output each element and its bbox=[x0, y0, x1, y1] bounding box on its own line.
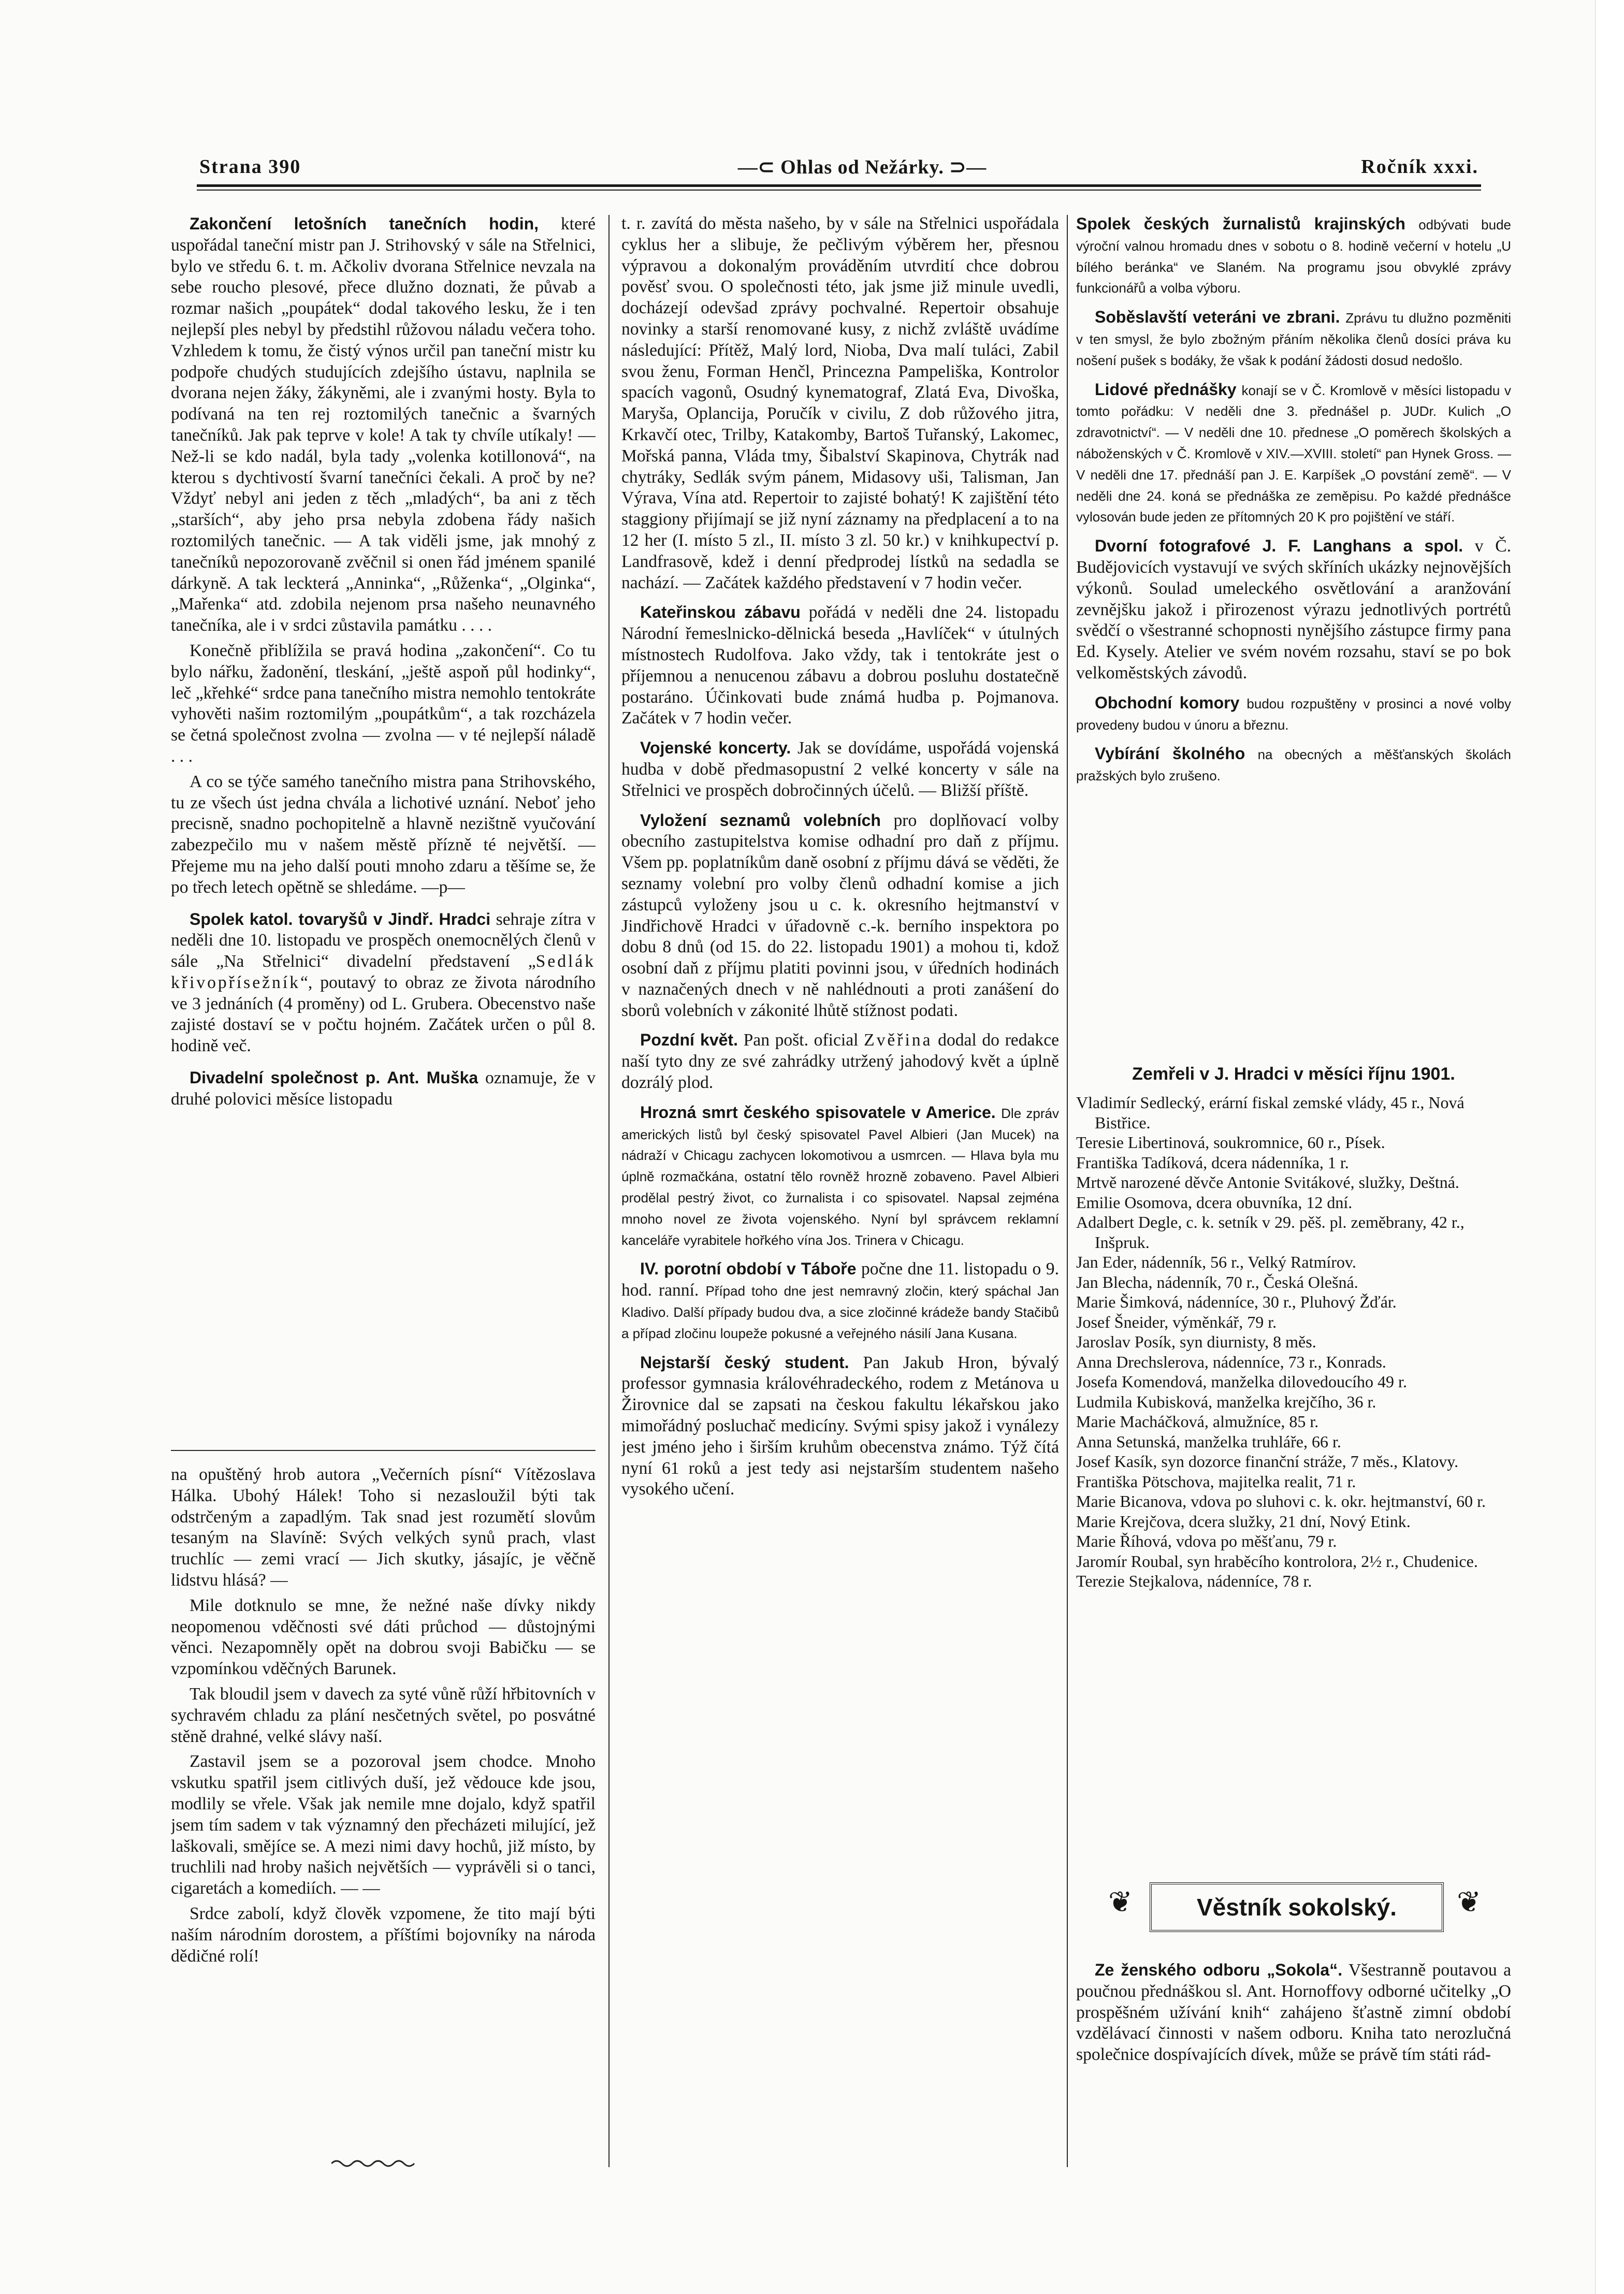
article-heading: Kateřinskou zábavu bbox=[640, 603, 801, 622]
article-text: v Č. Budějovicích vystavují ve svých skříních ukázky nejnovějších výkonů. Soulad umeleckého osvětlování a aranžování zevnějšku jakož i přirozenost výrazu jednotlivých portrétů svědčí o všestranné schopnosti nynějšího zástupce firmy pana Ed. Kysely. Atelier ve svém novém rozsahu, staví se po bok velkoměstských závodů. bbox=[1076, 536, 1511, 683]
obituary-entry: Jan Blecha, nádenník, 70 r., Česká Olešná. bbox=[1076, 1272, 1358, 1291]
obituary-entry: Marie Krejčova, dcera služky, 21 dní, Nový Etink. bbox=[1076, 1512, 1411, 1531]
article-text: Zastavil jsem se a pozoroval jsem chodce. Mnoho vskutku spatřil jsem citlivých duší, jež vědouce kde jsou, modlily se vřele. Však jak nemile mne dojalo, když spatřil jsem tím sadem v tak významný den přecházeti milující, jež laškovali, smějíce se. A mezi nimi davy hochů, již místo, by truchlili nad hroby našich největších — vyprávěli si o tanci, cigaretách a komediích. — — bbox=[171, 1752, 596, 1898]
article-text: Zprávu tu dlužno pozměniti v ten smysl, že bylo zbožným přáním několika členů dosíci práva ku nošení pušek s bodáky, že však k podání žádosti dosud nedošlo. bbox=[1076, 310, 1511, 368]
article-text: Pan Jakub Hron, bývalý professor gymnasia královéhradeckého, rodem z Metánova u Žirovnice dal se zapsati na českou fakultu lékařskou jako mimořádný posluchač medicíny. Svými spisy jakož i vynálezy jest jméno jeho i širším kruhům obecenstva známo. Týž čítá nyní 61 roků a jest tedy asi nejstarším studentem našeho vysokého učení. bbox=[621, 1353, 1059, 1499]
article-heading: Divadelní společnost p. Ant. Muška bbox=[190, 1068, 479, 1087]
wavy-end-mark bbox=[331, 2158, 419, 2169]
obituary-entry: Marie Šimková, nádenníce, 30 r., Pluhový Žďár. bbox=[1076, 1293, 1397, 1311]
obituary-entry: Františka Tadíková, dcera nádenníka, 1 r. bbox=[1076, 1153, 1349, 1172]
section-separator bbox=[171, 1450, 596, 1451]
header-rule-top bbox=[197, 184, 1481, 187]
article-text: Pan pošt. oficial bbox=[743, 1030, 864, 1050]
obituary-entry: Anna Setunská, manželka truhláře, 66 r. bbox=[1076, 1432, 1341, 1451]
volume-number: Ročník xxxi. bbox=[1361, 156, 1478, 178]
obituary-entry: Anna Drechslerova, nádenníce, 73 r., Konrads. bbox=[1076, 1352, 1386, 1371]
page-edge bbox=[1595, 0, 1624, 2294]
obituary-entry: Terezie Stejkalova, nádenníce, 78 r. bbox=[1076, 1572, 1312, 1590]
obituary-entry: Marie Říhová, vdova po měšťanu, 79 r. bbox=[1076, 1532, 1337, 1550]
article-text: pořádá v neděli dne 24. listopadu Národní řemeslnicko-dělnická beseda „Havlíček“ v útulných místnostech Rudolfova. Jako vždy, tak i tentokráte jest o příjemnou a nenucenou zábavu a dobrou posluhu dostatečně postaráno. Účinkovati bude známá hudba p. Pojmanova. Začátek v 7 hodin večer. bbox=[621, 603, 1059, 728]
article-text: Dle zpráv amerických listů byl český spisovatel Pavel Albieri (Jan Mucek) na nádraží v Chicagu zachycen lokomotivou a usmrcen. — Hlava byla mu úplně rozmačkána, ostatní tělo rovněž hrozně zobaveno. Pavel Albieri prodělal pestrý život, co žurnalista i co spisovatel. Napsal zejména mnoho novel ze života vojenského. Nyní byl správcem reklamní kanceláře vyrabitele hořkého vína Jos. Trinera v Chicagu. bbox=[621, 1105, 1059, 1248]
obituary-entry: Emilie Osomova, dcera obuvníka, 12 dní. bbox=[1076, 1193, 1353, 1212]
obituary-entry: Josef Šneider, výměnkář, 79 r. bbox=[1076, 1312, 1277, 1331]
article-text: které uspořádal taneční mistr pan J. Strihovský v sále na Střelnici, bylo ve středu 6. t. m. Ačkoliv dvorana Střelnice nevzala na sebe roucho plesové, přece dlužno doznati, že půvab a rozmar našich „poupátek“ dodal takového lesku, že i ten nejlepší ples nebyl by předstihl růžovou náladu večera toho. Vzhledem k tomu, že čistý výnos určil pan taneční mistr ku podpoře chudých studujících zdejšího ústavu, naplnila se dvorana nejen žáky, žákyněmi, ale i zvanými hosty. Byla to podívaná na ten rej roztomilých tanečnic a švarných tanečníků. Jak pak teprve v kole! A tak ty chvíle utíkaly! — Než-li se kdo nadál, byla tady „volenka kotillonová“, na kterou s dychtivostí švarní tanečníci čekali. A proč by ne? Vždyť nebyl ani jeden z těch „mladých“, ba ani z těch „starších“, aby jeho prsa nebyla zdobena řády našich roztomilých tanečnic. — A tak viděli jsme, jak mnohý z tanečníků nepozorovaně zvěčnil si onen řád jménem spanilé dárkyně. A tak leckterá „Anninka“, „Růženka“, „Olginka“, „Mařenka“ atd. zdobila nejenom prsa našeho neunavného tanečníka, ale i v srdci zůstavila památku . . . . bbox=[171, 214, 596, 635]
article-heading: Vojenské koncerty. bbox=[640, 738, 791, 758]
obituary-entry: Vladimír Sedlecký, erární fiskal zemské vlády, 45 r., Nová Bistřice. bbox=[1076, 1093, 1465, 1132]
article-text: dodal do redakce naší tyto dny ze své zahrádky utržený jahodový květ a úplně dozrálý plod. bbox=[621, 1030, 1059, 1093]
article-heading: Obchodní komory bbox=[1095, 693, 1240, 712]
obituary-entry: Josef Kasík, syn dozorce finanční stráže, 7 měs., Klatovy. bbox=[1076, 1452, 1459, 1471]
sokol-bulletin-banner bbox=[1108, 1862, 1481, 1950]
article-text: sehraje zítra v neděli dne 10. listopadu ve prospěch onemocnělých členů v sále „Na Střelnici“ divadelní představení „ bbox=[171, 909, 596, 971]
obituary-list bbox=[1076, 1093, 1511, 1890]
obituary-entry: Ludmila Kubisková, manželka krejčího, 36 r. bbox=[1076, 1392, 1376, 1411]
article-text: pro doplňovací volby obecního zastupitelstva komise odhadní pro daň z příjmu. Všem pp. poplatníkům daně osobní z příjmu dává se věděti, že seznamy volební pro volby členů odhadní komise a jich zástupců vyloženy jsou u c. k. okresního hejtmanství v Jindřichově Hradci v úřadovně c.-k. berního inspektora po dobu 8 dnů (od 15. do 22. listopadu 1901) a mohou ti, kdož osobní daň z příjmu platiti povinni jsou, v úředních hodinách v naznačených dnech v ně nahlédnouti a proti zanášení do sborů volebních v zákonité lhůtě stížnost podati. bbox=[621, 810, 1059, 1020]
header-rule-bottom bbox=[197, 190, 1481, 191]
article-text: odbývati bude výroční valnou hromadu dnes v sobotu o 8. hodině večerní v hotelu „U bílého beránka“ ve Slaném. Na programu jsou obvyklé zprávy funkcionářů a volba výboru. bbox=[1076, 217, 1511, 296]
article-heading: Spolek českých žurnalistů krajinských bbox=[1076, 214, 1405, 233]
article-heading: Spolek katol. tovaryšů v Jindř. Hradci bbox=[190, 909, 491, 928]
obituary-entry: Františka Pötschova, majitelka realit, 71 r. bbox=[1076, 1472, 1356, 1491]
column-separator-1 bbox=[608, 215, 610, 2167]
column-2 bbox=[621, 213, 1059, 2160]
article-text: “, poutavý to obraz ze života národního ve 3 jednáních (4 proměny) od L. Grubera. Obecenstvo naše zajisté dostaví se v počtu hojném. Začátek určen o půl 8. hodině več. bbox=[171, 972, 596, 1056]
person-name: Zvěřina bbox=[864, 1030, 933, 1050]
article-heading: Zakončení letošních tanečních hodin, bbox=[190, 214, 539, 233]
article-heading: Dvorní fotografové J. F. Langhans a spol. bbox=[1095, 536, 1463, 556]
article-text: t. r. zavítá do města našeho, by v sále na Střelnici uspořádala cyklus her a slibuje, že pečlivým výběrem her, přesnou výpravou a dokonalým prováděním utvrdití chce dobrou pověsť svou. O společnosti této, jak jsme již minule uvedli, docházejí odevšad zprávy pochvalné. Repertoir obsahuje novinky a starší renomované kusy, z nichž zvláště uvádíme následující: Přítěž, Malý lord, Nioba, Dva malí tuláci, Zabil svou ženu, Forman Henčl, Princezna Pampeliška, Kontrolor spacích vagonů, Osudný kynematograf, Zlatá Eva, Divoška, Maryša, Oplancija, Poručík v civilu, Z dob růžového jitra, Krkavčí otec, Trilby, Katakomby, Bartoš Tuřanský, Lakomec, Mořská panna, Vláda tmy, Šibalství Skapinova, Chytrák nad chytráky, Sedlák svým pánem, Midasovy uši, Talisman, Jan Výrava, Vína atd. Repertoir to zajisté bohatý! K zajištění této staggiony přijímají se již nyní záznamy na předplacení a to na 12 her (I. místo 5 zl., II. místo 3 zl. 50 kr.) v knihkupectví p. Landfrasově, kdež i denní předprodej lístků na sedadla se nachází. — Začátek každého představení v 7 hodin večer. bbox=[621, 214, 1059, 592]
article-heading: IV. porotní období v Táboře bbox=[640, 1259, 857, 1279]
article-text: počne dne 11. listopadu o 9. hod. ranní. bbox=[621, 1259, 1059, 1300]
play-title: Sedlák křivopřísežník bbox=[171, 952, 596, 992]
column-1 bbox=[171, 213, 596, 1337]
sokol-bulletin-text bbox=[1076, 1959, 1511, 2167]
article-heading: Soběslavští veteráni ve zbrani. bbox=[1095, 308, 1340, 327]
page-number: Strana 390 bbox=[199, 156, 301, 178]
article-text: oznamuje, že v druhé polovici měsíce listopadu bbox=[171, 1068, 596, 1109]
column-separator-2 bbox=[1067, 215, 1068, 2167]
article-heading: Lidové přednášky bbox=[1095, 380, 1237, 399]
obituary-entry: Teresie Libertinová, soukromnice, 60 r., Písek. bbox=[1076, 1133, 1385, 1152]
obituary-entry: Marie Bicanova, vdova po sluhovi c. k. okr. hejtmanství, 60 r. bbox=[1076, 1492, 1486, 1511]
ornament-left-icon: ❦ bbox=[1108, 1885, 1133, 1919]
periodical-title: —⊂ Ohlas od Nežárky. ⊃— bbox=[737, 156, 987, 178]
article-text: na obecných a měšťanských školách pražských bylo zrušeno. bbox=[1076, 747, 1511, 784]
column-3 bbox=[1076, 213, 1511, 1063]
obituary-heading: Zemřeli v J. Hradci v měsíci říjnu 1901. bbox=[1132, 1064, 1455, 1084]
article-text: Srdce zabolí, když člověk vzpomene, že tito mají býti naším národním dorostem, a příštími bojovníky na národa dědičné rolí! bbox=[171, 1904, 596, 1966]
page-header bbox=[199, 155, 1478, 184]
article-text: Případ toho dne jest nemravný zločin, který spáchal Jan Kladivo. Další případy budou dva, a sice zločinné krádeže bandy Stačibů a případ zločinu loupeže pokusné a veřejného násilí Jana Kusana. bbox=[621, 1283, 1059, 1341]
obituary-entry: Jan Eder, nádenník, 56 r., Velký Ratmírov. bbox=[1076, 1253, 1356, 1271]
article-text: na opuštěný hrob autora „Večerních písní“ Vítězoslava Hálka. Ubohý Hálek! Toho si nezasloužil býti tak odstrčeným a zapadlým. Tak snad jest rozumětí slovům tesaným na Slavíně: Svých velkých synů prach, vlast truchlíc — zemi vrací — Jich skutky, jásajíc, je věčně lidstvu hlásá? — bbox=[171, 1465, 596, 1590]
article-heading: Ze ženského odboru „Sokola“. bbox=[1095, 1961, 1343, 1979]
obituary-entry: Mrtvě narozené děvče Antonie Svitákové, služky, Deštná. bbox=[1076, 1173, 1459, 1192]
obituary-entry: Adalbert Degle, c. k. setník v 29. pěš. pl. zeměbrany, 42 r., Inšpruk. bbox=[1076, 1213, 1465, 1252]
obituary-entry: Josefa Komendová, manželka dilovedoucího 49 r. bbox=[1076, 1372, 1407, 1391]
article-text: budou rozpuštěny v prosinci a nové volby provedeny budou v únoru a březnu. bbox=[1076, 695, 1511, 733]
article-signature: —p— bbox=[421, 877, 465, 897]
article-heading: Vybírání školného bbox=[1095, 744, 1245, 763]
obituary-entry: Marie Macháčková, almužníce, 85 r. bbox=[1076, 1412, 1319, 1431]
article-text: Všestranně poutavou a poučnou přednáškou sl. Ant. Hornoffovy odborné učitelky „O prospěšném užívání knih“ zahájeno šťastně zimní období vzdělávací činnosti v našem odboru. Kniha tato nerozlučná společnice dospívajících dívek, může se právě tím státi rád- bbox=[1076, 1961, 1511, 2065]
article-text: Konečně přiblížila se pravá hodina „zakončení“. Co tu bylo nářku, žadonění, tleskání, „ještě aspoň půl hodinky“, leč „křehké“ srdce pana tanečního mistra nemohlo tentokráte vyhověti našim roztomilým „poupátkům“, a tak rozcházela se četná společnost zvolna — zvolna — v té nejlepší náladě . . . bbox=[171, 641, 596, 766]
article-text: Jak se dovídáme, uspořádá vojenská hudba v době předmasopustní 2 velké koncerty v sále na Střelnici ve prospěch dobročinných účelů. — Bližší příště. bbox=[621, 738, 1059, 800]
sokol-bulletin-title: Věstník sokolský. bbox=[1150, 1882, 1444, 1932]
article-heading: Pozdní květ. bbox=[640, 1030, 738, 1050]
article-heading: Hrozná smrt českého spisovatele v Americe. bbox=[640, 1102, 996, 1122]
article-text: konají se v Č. Kromlově v měsíci listopadu v tomto pořádku: V neděli dne 3. přednášel p. JUDr. Kulich „O zdravotnictví“. — V neděli dne 10. přednese „O poměrech školských a náboženských v Č. Kromlově v XIV.—XVIII. století“ pan Hynek Gross. — V neděli dne 17. přednáší pan J. E. Karpíšek „O povstání země“. — V neděli dne 24. koná se přednáška ze zeměpisu. Po každé přednášce vylosován bude jeden ze přítomných 20 K pro pojištění ve stáří. bbox=[1076, 382, 1511, 525]
article-heading: Nejstarší český student. bbox=[640, 1353, 849, 1372]
article-heading: Vyložení seznamů volebních bbox=[640, 810, 881, 830]
ornament-right-icon: ❦ bbox=[1457, 1885, 1481, 1919]
obituary-entry: Jaroslav Posík, syn diurnisty, 8 měs. bbox=[1076, 1332, 1316, 1351]
column-1-lower bbox=[171, 1464, 596, 2158]
article-text: Tak bloudil jsem v davech za syté vůně růží hřbitovních v sychravém chladu za plání nesčetných světel, po posvátné stěně drahné, velké slávy naší. bbox=[171, 1684, 596, 1746]
article-text: A co se týče samého tanečního mistra pana Strihovského, tu ze všech úst jedna chvála a lichotivé uznání. Neboť jeho precisně, snadno pochopitelně a hlavně nezištně vyučování zabezpečilo mu v našem městě přízně té největší. — Přejeme mu na jeho další pouti mnoho zdaru a těšíme se, že po třech letech opětně se shledáme. bbox=[171, 772, 596, 897]
obituary-entry: Jaromír Roubal, syn hraběcího kontrolora, 2½ r., Chudenice. bbox=[1076, 1551, 1478, 1571]
article-text: Mile dotknulo se mne, že nežné naše dívky nikdy neopomenou vděčnosti své dáti průchod — důstojnými věnci. Nezapomněly opět na dobrou svoji Babičku — se vzpomínkou vděčných Barunek. bbox=[171, 1595, 596, 1679]
